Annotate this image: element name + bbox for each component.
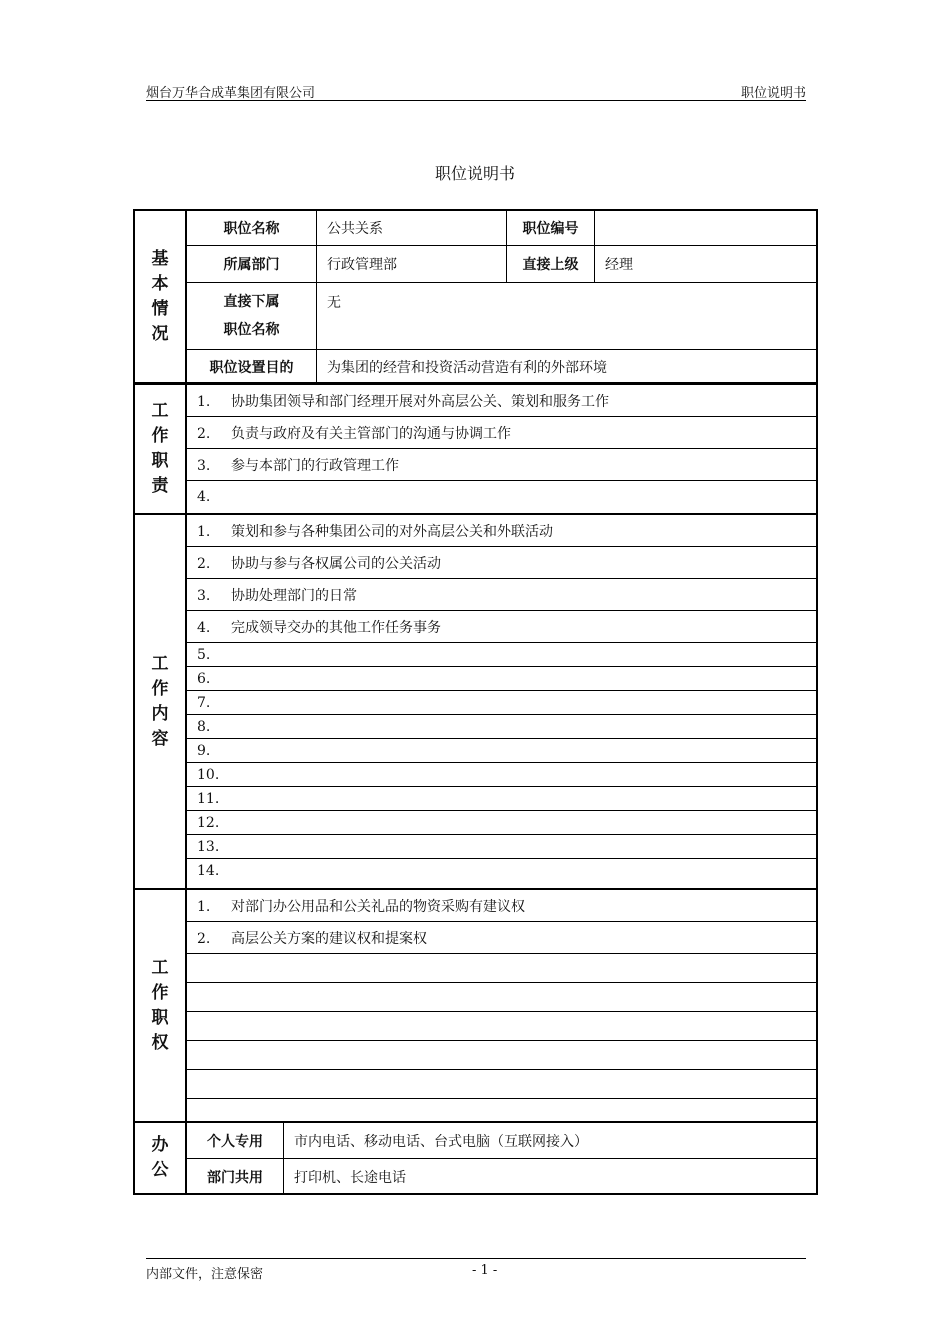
list-item — [187, 1012, 816, 1041]
list-item: 9. — [187, 739, 816, 763]
list-item: 4. — [197, 489, 211, 505]
list-item: 5. — [187, 643, 816, 667]
duties-section — [133, 383, 818, 515]
department-label: 所属部门 — [187, 246, 317, 282]
duties-label: 工 作 职 责 — [135, 385, 187, 513]
list-item: 10. — [187, 763, 816, 787]
list-item: 11. — [187, 787, 816, 811]
list-item: 13. — [187, 835, 816, 859]
page-header — [146, 82, 806, 101]
basic-row-position — [187, 211, 816, 246]
purpose-value: 为集团的经营和投资活动营造有利的外部环境 — [327, 360, 607, 376]
list-item — [187, 983, 816, 1012]
superior-label: 直接上级 — [507, 246, 595, 282]
list-item: 8. — [187, 715, 816, 739]
company-name: 烟台万华合成革集团有限公司 — [146, 86, 316, 101]
office-row-personal — [187, 1123, 816, 1159]
superior-value: 经理 — [605, 257, 633, 273]
personal-label: 个人专用 — [187, 1123, 284, 1158]
list-item — [187, 954, 816, 983]
shared-value: 打印机、长途电话 — [294, 1170, 406, 1186]
shared-label: 部门共用 — [187, 1159, 284, 1195]
authority-label: 工 作 职 权 — [135, 890, 187, 1121]
list-item: 12. — [187, 811, 816, 835]
list-item: 3. 参与本部门的行政管理工作 — [187, 449, 816, 481]
position-name-value: 公共关系 — [317, 211, 507, 245]
basic-row-subordinate — [187, 283, 816, 350]
list-item: 7. — [187, 691, 816, 715]
list-item — [187, 1099, 816, 1121]
list-item — [187, 1041, 816, 1070]
office-row-shared — [187, 1159, 816, 1195]
basic-row-purpose — [187, 350, 816, 384]
list-item: 2. 负责与政府及有关主管部门的沟通与协调工作 — [187, 417, 816, 449]
office-label: 办 公 — [135, 1123, 187, 1193]
position-name-label: 职位名称 — [187, 211, 317, 245]
list-item: 1. 对部门办公用品和公关礼品的物资采购有建议权 — [187, 890, 816, 922]
list-item: 4. 完成领导交办的其他工作任务事务 — [187, 611, 816, 643]
list-item: 1. 协助集团领导和部门经理开展对外高层公关、策划和服务工作 — [187, 385, 816, 417]
basic-info-label: 基 本 情 况 — [135, 211, 187, 382]
list-item: 3. 协助处理部门的日常 — [187, 579, 816, 611]
subordinate-label: 直接下属 职位名称 — [187, 283, 317, 349]
department-value: 行政管理部 — [317, 246, 507, 282]
content-label: 工 作 内 容 — [135, 515, 187, 888]
authority-section — [133, 888, 818, 1123]
office-section — [133, 1121, 818, 1195]
subordinate-value: 无 — [327, 295, 341, 311]
page-footer — [146, 1258, 806, 1282]
page-number: - 1 - — [472, 1263, 498, 1278]
personal-value: 市内电话、移动电话、台式电脑（互联网接入） — [294, 1133, 588, 1150]
list-item: 1. 策划和参与各种集团公司的对外高层公关和外联活动 — [187, 515, 816, 547]
position-no-value — [595, 211, 816, 245]
list-item: 2. 高层公关方案的建议权和提案权 — [187, 922, 816, 954]
list-item: 2. 协助与参与各权属公司的公关活动 — [187, 547, 816, 579]
header-doc-type: 职位说明书 — [740, 86, 806, 101]
purpose-label: 职位设置目的 — [187, 350, 317, 384]
list-item: 14. — [197, 863, 220, 879]
basic-info-section — [133, 209, 818, 384]
confidential-note: 内部文件，注意保密 — [146, 1267, 264, 1282]
position-no-label: 职位编号 — [507, 211, 595, 245]
list-item: 6. — [187, 667, 816, 691]
content-section — [133, 513, 818, 890]
page-title: 职位说明书 — [434, 164, 515, 183]
list-item — [187, 1070, 816, 1099]
basic-row-department — [187, 246, 816, 283]
